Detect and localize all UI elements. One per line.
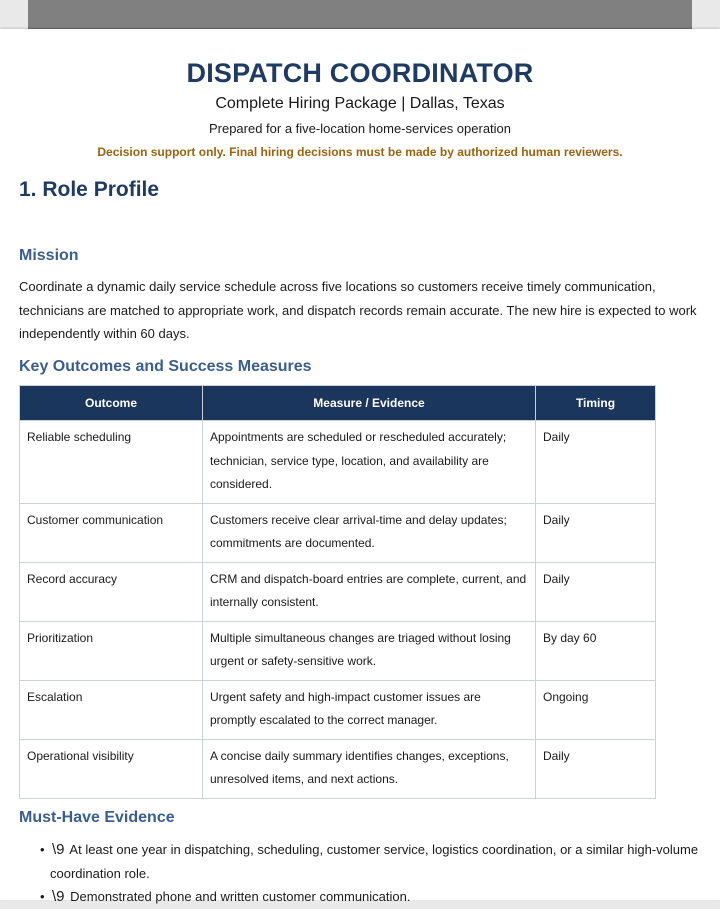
- measure-cell: A concise daily summary identifies changes, exceptions, unresolved items, and next actions.: [210, 748, 509, 786]
- timing-cell: Daily: [543, 430, 570, 444]
- outcome-cell: Reliable scheduling: [27, 430, 132, 444]
- timing-cell: Daily: [543, 748, 570, 763]
- measure-cell: Urgent safety and high-impact customer issues are promptly escalated to the correct manager.: [210, 689, 481, 727]
- prepared-for-line: Prepared for a five-location home-services operation: [208, 121, 512, 136]
- timing-cell: Daily: [543, 512, 570, 527]
- bullet-mark: \9: [52, 888, 65, 905]
- outcome-cell: Operational visibility: [27, 748, 134, 763]
- decision-support-notice: Decision support only. Final hiring decisions must be made by authorized human reviewers.: [97, 145, 623, 159]
- table-row: [20, 621, 656, 680]
- outcome-cell: Customer communication: [27, 512, 164, 527]
- mission-paragraph: Coordinate a dynamic daily service schedule across five locations so customers receive timely communication, technicians are matched to appropriate work, and dispatch records remain accurate. The new hire is expected to work independently within 60 days.: [19, 279, 697, 341]
- outcome-cell: Escalation: [27, 689, 83, 704]
- table-row: [20, 421, 656, 504]
- must-have-heading: Must-Have Evidence: [19, 809, 175, 826]
- must-have-list: [40, 838, 705, 909]
- timing-cell: Ongoing: [543, 689, 589, 704]
- document-title: DISPATCH COORDINATOR: [186, 58, 534, 88]
- mission-heading: Mission: [19, 247, 79, 264]
- document-subtitle: Complete Hiring Package | Dallas, Texas: [215, 95, 505, 112]
- list-item-text: Demonstrated phone and written customer communication.: [70, 889, 411, 904]
- column-header-outcome: Outcome: [20, 386, 203, 421]
- table-row: [20, 562, 656, 621]
- timing-cell: Daily: [543, 571, 570, 586]
- measure-cell: CRM and dispatch-board entries are complete, current, and internally consistent.: [210, 571, 527, 609]
- section-heading-role-profile: 1. Role Profile: [19, 178, 160, 201]
- table-header-row: [20, 386, 656, 421]
- table-row: [20, 680, 656, 739]
- bullet-mark: \9: [52, 841, 65, 858]
- list-item: [40, 838, 705, 885]
- measure-cell: Multiple simultaneous changes are triaged without losing urgent or safety-sensitive work.: [210, 630, 511, 668]
- measure-cell: Appointments are scheduled or rescheduled accurately; technician, service type, location, and availability are considered.: [210, 430, 507, 491]
- column-header-measure: Measure / Evidence: [203, 386, 536, 421]
- list-item-text: At least one year in dispatching, scheduling, customer service, logistics coordination, or a similar high-volume coordination role.: [50, 842, 699, 881]
- table-row: [20, 739, 656, 798]
- list-item: [40, 885, 705, 909]
- outcome-cell: Record accuracy: [27, 571, 118, 586]
- outcome-cell: Prioritization: [27, 630, 94, 645]
- timing-cell: By day 60: [543, 630, 597, 645]
- bullet-icon: •: [40, 889, 45, 904]
- measure-cell: Customers receive clear arrival-time and delay updates; commitments are documented.: [210, 512, 507, 550]
- outcomes-table: [19, 385, 656, 799]
- viewer-toolbar: [28, 0, 692, 29]
- column-header-timing: Timing: [536, 386, 656, 421]
- outcomes-heading: Key Outcomes and Success Measures: [19, 358, 312, 375]
- bullet-icon: •: [40, 842, 45, 857]
- table-row: [20, 503, 656, 562]
